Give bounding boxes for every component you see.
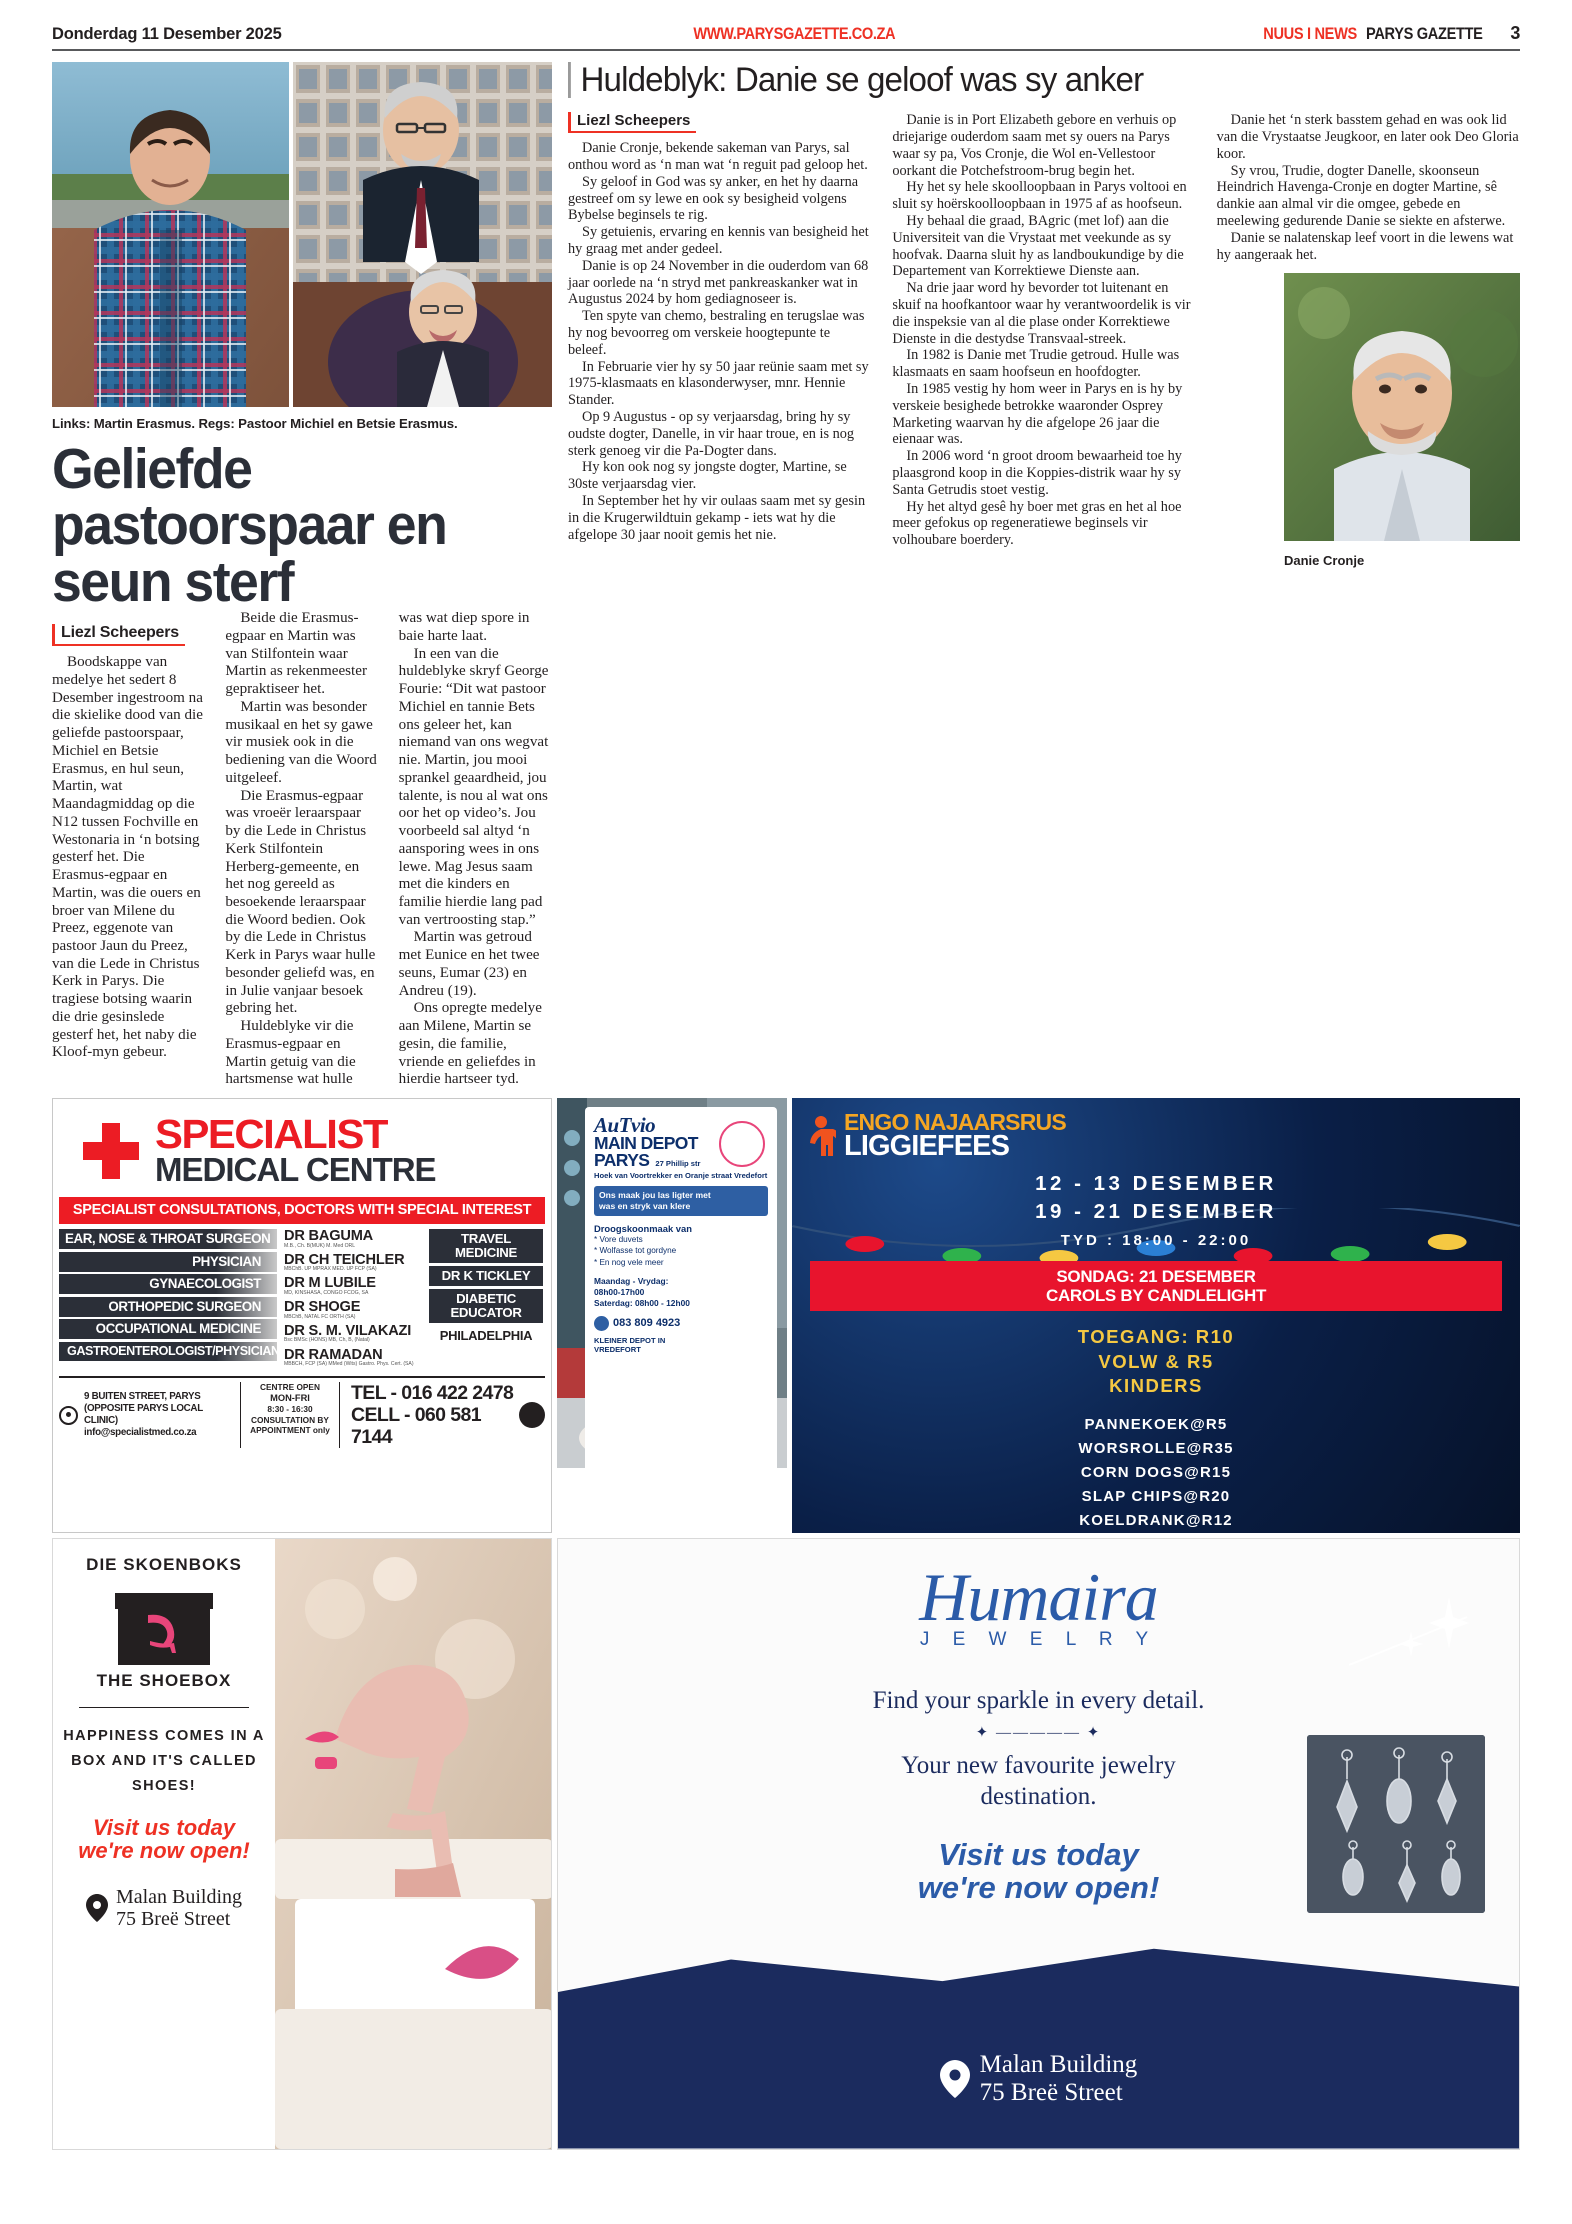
photo-danie-cronje — [1284, 273, 1520, 541]
laundry-phone[interactable]: 083 809 4923 — [613, 1317, 681, 1330]
lead-paragraph: Martin was getroud met Eunice en het twee seuns, Eumar (23) en Andreu (19). — [398, 929, 540, 999]
shoebox-message-line1: HAPPINESS COMES IN A — [63, 1727, 265, 1744]
hours-note-2: APPOINTMENT only — [250, 1424, 330, 1435]
laundry-hours-week: Maandag - Vrydag: — [594, 1275, 669, 1286]
tribute-paragraph: Danie is op 24 November in die ouderdom van 68 jaar oorlede na ‘n stryd met pankreaskanker wat in Augustus 2024 by hom gediagnoseer is. — [568, 257, 869, 308]
shoebox-visit-line1: Visit us today — [92, 1814, 236, 1840]
hours-time: 8:30 - 16:30 — [267, 1404, 313, 1415]
medical-ad-title-2: MEDICAL CENTRE — [155, 1150, 436, 1188]
humaira-tagline-1: Find your sparkle in every detail. — [872, 1687, 1205, 1715]
humaira-brand: Humaira — [919, 1558, 1158, 1635]
medical-address-line1: 9 BUITEN STREET, PARYS — [84, 1391, 201, 1403]
humaira-address-line1: Malan Building — [979, 2050, 1138, 2078]
engo-sunday-block — [810, 1261, 1502, 1311]
lead-paragraph: Die Erasmus-egpaar was vroeër leraarspaar by die Lede in Christus Kerk Stilfontein Herberg-gemeente, en het nog gereeld as besoekende leraarspaar die Woord bedien. Ook by die Lede in Christus Kerk in Parys waar hulle besonder geliefd was, en in Julie vanjaar besoek gebring het. — [225, 787, 376, 1017]
engo-admission-line3: KINDERS — [1109, 1375, 1203, 1397]
high-heel-icon — [144, 1611, 184, 1655]
lead-paragraph: Huldeblyke vir die Erasmus-egpaar en Martin getuig van die hartsmense wat hulle was wat diep spore in baie harte laat. — [225, 610, 530, 1088]
shoebox-address-line1: Malan Building — [115, 1885, 243, 1908]
lead-body-columns — [52, 610, 552, 1089]
specialty-row: GASTROENTEROLOGIST/PHYSICIAN — [59, 1342, 277, 1361]
medical-address-text — [84, 1391, 235, 1439]
photo-pastor-michiel-betsie — [293, 62, 552, 407]
lead-headline: Geliefde pastoorspaar en seun sterf — [52, 437, 447, 614]
engo-admission-line2: VOLW & R5 — [1098, 1350, 1214, 1372]
engo-dates-line1: 12 - 13 DESEMBER — [1035, 1171, 1277, 1195]
shoebox-visit-line2: we're now open! — [78, 1837, 250, 1863]
shoebox-visit-cta[interactable] — [63, 1816, 265, 1862]
tribute-story-column — [568, 62, 1520, 1089]
humaira-subtitle: J E W E L R Y — [919, 1629, 1158, 1651]
laundry-phone-block[interactable] — [594, 1316, 768, 1331]
humaira-tagline-2-line1: Your new favourite jewelry — [901, 1752, 1176, 1780]
medical-doctor-column — [277, 1229, 425, 1371]
medical-email[interactable]: info@specialistmed.co.za — [84, 1427, 197, 1439]
doctor-qualification: MD, KINSHASA, CONGO FCOG, SA — [284, 1290, 369, 1297]
doctor-name: DR RAMADAN — [284, 1346, 383, 1363]
doctor-qualification: M.B., Ch. B(MUK) M. Med ORL — [284, 1242, 356, 1249]
specialty-row: OCCUPATIONAL MEDICINE — [59, 1319, 277, 1339]
doctor-name: DR BAGUMA — [284, 1228, 373, 1245]
lead-photo-row — [52, 62, 552, 407]
humaira-address-block — [558, 2051, 1519, 2107]
laundry-depot-line1: MAIN DEPOT — [594, 1132, 698, 1153]
service-row: DR K TICKLEY — [429, 1266, 543, 1286]
humaira-tagline-2-line2: destination. — [980, 1783, 1097, 1811]
lead-photo-caption: Links: Martin Erasmus. Regs: Pastoor Michiel en Betsie Erasmus. — [52, 416, 458, 431]
humaira-visit-line1: Visit us today — [938, 1836, 1139, 1872]
medical-address-block — [59, 1382, 235, 1448]
medical-specialty-column — [59, 1229, 280, 1371]
lead-story-column — [52, 62, 552, 1089]
service-row: TRAVEL MEDICINE — [429, 1229, 543, 1263]
tribute-paragraph: In September het hy vir oulaas saam met sy gesin in die Krugerwildtuin gekamp - iets wat hy die afgelope 30 jaar nooit gemis het nie. — [568, 492, 866, 543]
laundry-service-item: * Vore duvets — [594, 1235, 643, 1245]
main-content — [52, 62, 1520, 1089]
engo-menu-item: SLAP CHIPS@R20 — [1081, 1487, 1231, 1505]
engo-menu-item: CORN DOGS@R15 — [1080, 1463, 1232, 1481]
tribute-paragraph: Hy behaal die graad, BAgric (met lof) aan die Universiteit van die Vrystaat met veekunde as sy hoofvak. Daarna sluit hy as landboukundige by die Departement van Korrektiewe Dienste aan. — [892, 213, 1184, 280]
doctor-qualification: Bsc BMSc (HONS) MB, Ch, B, (Natal) — [284, 1337, 370, 1344]
laundry-badge-icon — [719, 1121, 765, 1167]
hours-title: CENTRE OPEN — [260, 1382, 320, 1393]
lead-paragraph: Martin was besonder musikaal en het sy gawe vir musiek ook in die bediening van die Woord uitgeleef. — [225, 698, 377, 786]
doctor-qualification: MBChB, NATAL FC ORTH (SA) — [284, 1313, 356, 1320]
lead-paragraph: Boodskappe van medelye het sedert 8 Desember ingestroom na die skielike dood van die geliefde pastoorspaar, Michiel en Betsie Erasmus, en hul seun, Martin, wat Maandagmiddag op die N12 tussen Fochville en Westonaria in ‘n botsing gesterf het. Die Erasmus-egpaar en Martin, was die ouers en broer van Milene du Preez, eggenote van pastoor Jaun du Preez, van die Lede in Christus Kerk in Parys. Die tragiese botsing waarin die drie gesinslede gesterf het, het naby die Kloof-myn gebeur. — [52, 654, 203, 1061]
engo-header — [792, 1098, 1520, 1163]
medical-ad-banner: SPECIALIST CONSULTATIONS, DOCTORS WITH SPECIAL INTEREST — [59, 1197, 545, 1224]
location-pin-icon — [940, 2060, 970, 2098]
medical-address-line2: (OPPOSITE PARYS LOCAL CLINIC) — [84, 1403, 203, 1427]
shoebox-divider — [79, 1707, 249, 1708]
shoebox-message-line3: SHOES! — [132, 1778, 196, 1795]
humaira-address-line2: 75 Breë Street — [979, 2078, 1123, 2106]
sparkle-star-icon — [1349, 1587, 1469, 1677]
laundry-corner-address: Hoek van Voortrekker en Oranje straat Vredefort — [594, 1170, 768, 1180]
laundry-footer-line2: VREDEFORT — [594, 1345, 641, 1355]
specialty-row: PHYSICIAN — [59, 1252, 277, 1272]
medical-contact-block — [345, 1382, 514, 1448]
engo-menu — [792, 1413, 1520, 1533]
specialty-row: ORTHOPEDIC SURGEON — [59, 1297, 277, 1317]
lead-body-text — [52, 610, 552, 1089]
laundry-ad-card — [585, 1107, 777, 1506]
tribute-paragraph: Sy geloof in God was sy anker, en het hy daarna gestreef om sy lewe en ook sy besigheid volgens Bybelse beginsels te rig. — [568, 173, 859, 224]
medical-tel[interactable]: TEL - 016 422 2478 — [351, 1382, 514, 1405]
specialty-row: GYNAECOLOGIST — [59, 1274, 277, 1294]
medical-ad-body — [53, 1224, 551, 1371]
tribute-paragraph: Hy het sy hele skoolloopbaan in Parys voltooi en sluit sy hoërskoolloopbaan in 1975 af as hoofseun. — [892, 179, 1187, 213]
shoebox-message — [63, 1724, 265, 1800]
shoebox-photo — [275, 1539, 551, 2149]
ad-die-skoenboks[interactable] — [52, 1538, 552, 2150]
location-pin-icon — [86, 1894, 108, 1922]
tribute-paragraph: In 1985 vestig hy hom weer in Parys en is hy by verskeie besighede betrokke waaronder Osprey Marketing waarvan hy die afgelope 26 jaar die eienaar was. — [892, 380, 1183, 448]
engo-sunday-line1: SONDAG: 21 DESEMBER — [1056, 1267, 1256, 1287]
lead-byline: Liezl Scheepers — [52, 624, 185, 646]
laundry-depot-line2: PARYS — [594, 1149, 650, 1170]
engo-brand-line2: LIGGIEFEES — [844, 1130, 1010, 1163]
laundry-hours-saturday: Saterdag: 08h00 - 12h00 — [594, 1298, 690, 1309]
masthead-right — [1248, 23, 1520, 44]
laundry-tagline-line1: Ons maak jou las ligter met — [599, 1190, 711, 1201]
shoebox-ad-left — [53, 1539, 275, 2149]
engo-menu-item: PANNEKOEK@R5 — [1084, 1415, 1228, 1433]
shoebox-arc-top: DIE SKOENBOKS — [86, 1554, 242, 1574]
engo-time: TYD : 18:00 - 22:00 — [1060, 1232, 1252, 1250]
tribute-paragraph: Sy getuienis, ervaring en kennis van besigheid het hy graag met ander gedeel. — [568, 224, 869, 257]
tribute-photo-caption: Danie Cronje — [1283, 553, 1365, 569]
humaira-wave-decor — [558, 1879, 1519, 2149]
middle-ad-row — [52, 1098, 1520, 1532]
laundry-services-title: Droogskoonmaak van — [594, 1223, 692, 1235]
engo-dates-line2: 19 - 21 DESEMBER — [1035, 1199, 1277, 1223]
phone-icon — [594, 1316, 609, 1331]
tribute-paragraph: Op 9 Augustus - op sy verjaarsdag, bring hy sy oudste dogter, Danelle, in vir haar troue, en is nog sterk genoeg vir die Pa-Dogter dans. — [568, 408, 855, 459]
jewelry-product-photo — [1307, 1735, 1485, 1913]
humaira-divider-decor: ✦ ————— ✦ — [975, 1725, 1102, 1742]
doctor-name: DR S. M. VILAKAZI — [284, 1322, 412, 1339]
photo-martin-erasmus — [52, 62, 289, 407]
doctor-name: DR CH TEICHLER — [284, 1251, 405, 1268]
hours-note-1: CONSULTATION BY — [251, 1414, 329, 1425]
doctor-name: DR SHOGE — [284, 1299, 361, 1316]
bottom-ad-row — [52, 1538, 1520, 2150]
location-pin-icon — [59, 1406, 78, 1425]
masthead — [52, 0, 1520, 44]
humaira-address-text — [980, 2051, 1138, 2107]
gift-box-icon — [118, 1585, 210, 1665]
engo-brand-line1: ENGO NAJAARSRUS — [844, 1109, 1066, 1136]
laundry-footer-line1: KLEINER DEPOT IN — [594, 1335, 666, 1345]
engo-dates — [792, 1170, 1520, 1225]
shoebox-address-text — [116, 1886, 242, 1930]
engo-admission-line1: TOEGANG: R10 — [1077, 1326, 1235, 1348]
shoebox-address-line2: 75 Breë Street — [115, 1907, 231, 1930]
tribute-paragraph: Sy vrou, Trudie, dogter Danelle, skoonseun Heindrich Havenga-Cronje en dogter Martine, sê dankie aan almal vir die omgee, gebede en meelewing gedurende Danie se siekte en afsterwe. — [1216, 162, 1506, 229]
tribute-paragraph: In 1982 is Danie met Trudie getroud. Hulle was klasmaats en saam hoofseun en hoofdogter. — [892, 347, 1180, 381]
ad-autvio-laundry[interactable] — [557, 1098, 787, 1532]
tribute-paragraph: In 2006 word ‘n groot droom bewaarheid toe hy plaasgrond koop in die Koppies-distrik waar hy sy Santa Getrudis stoet vestig. — [892, 448, 1182, 498]
publication-name: PARYS GAZETTE — [1365, 24, 1483, 43]
laundry-tagline-line2: was en stryk van klere — [599, 1201, 691, 1212]
lead-paragraph: In een van die huldeblyke skryf George Fourie: “Dit wat pastoor Michiel en tannie Bets ons geleer het, kan niemand van ons wegvat nie. Martin, jou mooi sprankel geaardheid, jou talente, is nou al wat ons oor het op video’s. Jou voorbeeld sal altyd ‘n aansporing wees in ons lewe. Mag Jesus saam met die kinders en familie hierdie lang pad van vertroosting stap.” — [398, 645, 549, 928]
specialty-row: EAR, NOSE & THROAT SURGEON — [59, 1229, 277, 1249]
engo-figure-icon — [806, 1115, 836, 1157]
page-number: 3 — [1510, 23, 1520, 43]
sa-flag-icon — [519, 1402, 545, 1428]
engo-menu-item: WORSROLLE@R35 — [1078, 1439, 1234, 1457]
medical-cell[interactable]: CELL - 060 581 7144 — [351, 1404, 481, 1449]
tribute-photo-block — [1284, 273, 1520, 568]
lead-paragraph: Beide die Erasmus-egpaar en Martin was van Stilfontein waar Martin as rekenmeester gepraktiseer het. — [225, 610, 367, 698]
doctor-name: DR M LUBILE — [284, 1275, 376, 1292]
doctor-qualification: MBBCH, FCP (SA) MMed (Wits) Gastro. Phys. Cert. (SA) — [284, 1361, 414, 1368]
tribute-paragraph: Hy het altyd gesê hy boer met gras en het al hoe meer gefokus op regeneratiewe beginsels vir volhoubare boerdery. — [892, 498, 1182, 549]
tribute-paragraph: Danie is in Port Elizabeth gebore en verhuis op driejarige ouderdom saam met sy ouers na Parys waar sy pa, Vos Cronje, die Wol en-Vellestoor oorkant die Potchefstroom-brug begin het. — [892, 112, 1177, 179]
service-row: DIABETIC EDUCATOR — [429, 1289, 543, 1323]
engo-menu-item: KOELDRANK@R12 — [1079, 1511, 1233, 1529]
masthead-rule — [52, 49, 1520, 51]
laundry-service-item: * En nog vele meer — [594, 1257, 664, 1267]
tribute-body-columns — [568, 112, 1520, 568]
engo-admission — [792, 1325, 1520, 1398]
laundry-hours-week-time: 08h00-17h00 — [594, 1286, 645, 1297]
tribute-paragraph: Ten spyte van chemo, bestraling en terugslae was hy nog bevoorreg om verskeie hoogtepunte te beleef. — [568, 308, 865, 358]
tribute-byline: Liezl Scheepers — [568, 112, 696, 133]
tribute-paragraph: Danie Cronje, bekende sakeman van Parys, sal onthou word as ‘n man wat ‘n reguit pad geloop het. — [568, 140, 868, 174]
shoebox-arc-bottom: THE SHOEBOX — [96, 1670, 232, 1690]
medical-ad-footer — [59, 1376, 545, 1448]
shoebox-address-block — [63, 1886, 265, 1930]
medical-cross-icon — [83, 1123, 139, 1179]
tribute-paragraph: Hy kon ook nog sy jongste dogter, Martine, se 30ste verjaarsdag vier. — [568, 459, 847, 493]
medical-ad-header — [53, 1099, 551, 1195]
medical-hours-block — [240, 1382, 340, 1448]
section-label: NUUS I NEWS — [1263, 24, 1357, 43]
lead-paragraph: Ons opregte medelye aan Milene, Martin se gesin, die familie, vriende en geliefdes in hierdie hartseer tyd. — [398, 1000, 542, 1088]
tribute-paragraph: Danie het ‘n sterk basstem gehad en was ook lid van die Vrystaatse Jeugkoor, en later ook Deo Gloria koor. — [1216, 112, 1519, 162]
tribute-paragraph: Na drie jaar word hy bevorder tot luitenant en skuif na hoofkantoor waar hy verantwoordelik is vir die inspeksie van al die plase onder Korrektiewe Dienste in die destydse Transvaal-streek. — [892, 280, 1191, 347]
laundry-service-item: * Wolfasse tot gordyne — [594, 1246, 677, 1256]
ad-humaira-jewelry[interactable] — [557, 1538, 1520, 2150]
laundry-street: 27 Phillip str — [655, 1158, 701, 1168]
tribute-paragraph: In Februarie vier hy sy 50 jaar reünie saam met sy 1975-klasmaats en klasonderwyser, mnr. Hennie Stander. — [568, 358, 869, 409]
ad-specialist-medical-centre[interactable] — [52, 1098, 552, 1532]
doctor-qualification: MBChB. UP MPRAX MED. UP FCP (SA) — [284, 1266, 377, 1273]
engo-sunday-line2: CAROLS BY CANDLELIGHT — [1045, 1286, 1267, 1306]
humaira-visit-line2: we're now open! — [917, 1869, 1160, 1905]
laundry-footer — [594, 1336, 768, 1355]
shoe-product-photo — [275, 1539, 551, 2149]
ad-engo-liggiefees[interactable] — [792, 1098, 1520, 1532]
tribute-paragraph: Danie se nalatenskap leef voort in die lewens wat hy aangeraak het. — [1216, 229, 1514, 263]
laundry-tagline — [594, 1186, 768, 1216]
medical-ad-title-1: SPECIALIST — [155, 1111, 388, 1158]
hours-days: MON-FRI — [270, 1392, 310, 1403]
shoebox-message-line2: BOX AND IT'S CALLED — [71, 1752, 257, 1769]
tribute-headline: Huldeblyk: Danie se geloof was sy anker — [568, 62, 1482, 98]
website-url[interactable]: WWW.PARYSGAZETTE.CO.ZA — [693, 24, 896, 43]
service-row: PHILADELPHIA — [429, 1326, 543, 1346]
issue-date: Donderdag 11 Desember 2025 — [52, 25, 282, 43]
medical-services-column — [425, 1229, 543, 1371]
laundry-brand: AuTvio — [594, 1113, 656, 1138]
laundry-hours — [594, 1276, 768, 1310]
